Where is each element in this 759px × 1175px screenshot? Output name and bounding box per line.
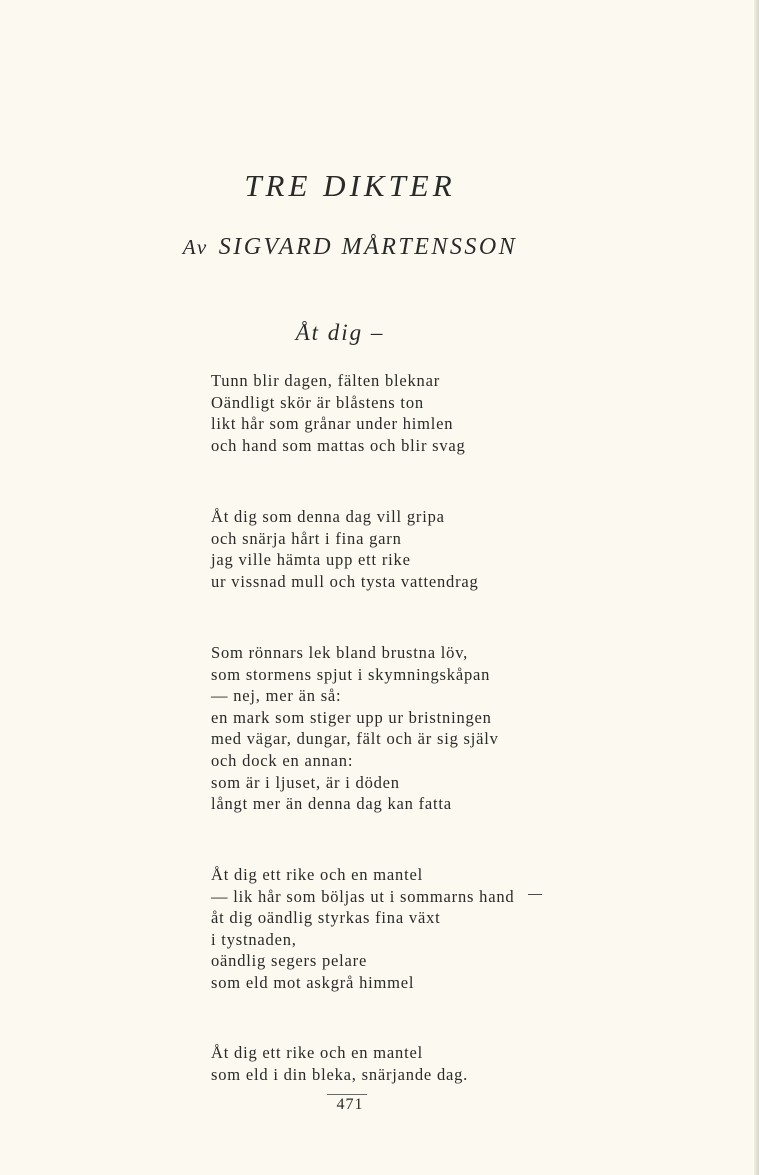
margin-dash [528, 894, 542, 895]
poem-title: Åt dig – [295, 320, 385, 345]
poem-line: ur vissnad mull och tysta vattendrag [211, 571, 479, 591]
poem-line: och hand som mattas och blir svag [211, 435, 466, 455]
poem-line: och snärja hårt i fina garn [211, 528, 402, 548]
page-title: TRE DIKTER [244, 168, 456, 203]
stanza-1 [211, 370, 571, 456]
stanza-3 [211, 642, 571, 815]
poem-line: — lik hår som böljas ut i sommarns hand [211, 886, 515, 906]
poem-line: Åt dig ett rike och en mantel [211, 1043, 423, 1062]
poem-line: en mark som stiger upp ur bristningen [211, 707, 492, 727]
poem-line: oändlig segers pelare [211, 951, 368, 971]
poem-line: med vägar, dungar, fält och är sig själv [211, 729, 499, 749]
poem-line: likt hår som grånar under himlen [211, 414, 454, 434]
author-name: SIGVARD MÅRTENSSON [218, 234, 518, 260]
poem-line: Åt dig som denna dag vill gripa [211, 507, 445, 526]
poem-line: som stormens spjut i skymningskåpan [211, 664, 491, 684]
poem-line: långt mer än denna dag kan fatta [211, 794, 452, 814]
author-line [0, 234, 700, 261]
poem-line: Tunn blir dagen, fälten bleknar [211, 371, 441, 390]
poem-line: som är i ljuset, är i döden [211, 772, 400, 792]
stanza-4 [211, 864, 571, 994]
page-edge [754, 0, 759, 1175]
author-prefix: Av [182, 235, 209, 259]
page-number: 471 [336, 1096, 364, 1113]
page-number-rule [327, 1094, 367, 1095]
poem-line: som eld i din bleka, snärjande dag. [211, 1064, 469, 1084]
stanza-5 [211, 1042, 571, 1085]
poem-line: — nej, mer än så: [211, 686, 342, 706]
poem-line: Åt dig ett rike och en mantel [211, 865, 423, 884]
poem-line: och dock en annan: [211, 750, 354, 770]
poem-line: jag ville hämta upp ett rike [211, 550, 411, 570]
poem-line: Oändligt skör är blåstens ton [211, 392, 424, 412]
poem-line: som eld mot askgrå himmel [211, 972, 415, 992]
poem-line: i tystnaden, [211, 929, 297, 949]
stanza-2 [211, 506, 571, 592]
poem-line: Som rönnars lek bland brustna löv, [211, 643, 469, 662]
poem-line: åt dig oändlig styrkas fina växt [211, 908, 441, 928]
